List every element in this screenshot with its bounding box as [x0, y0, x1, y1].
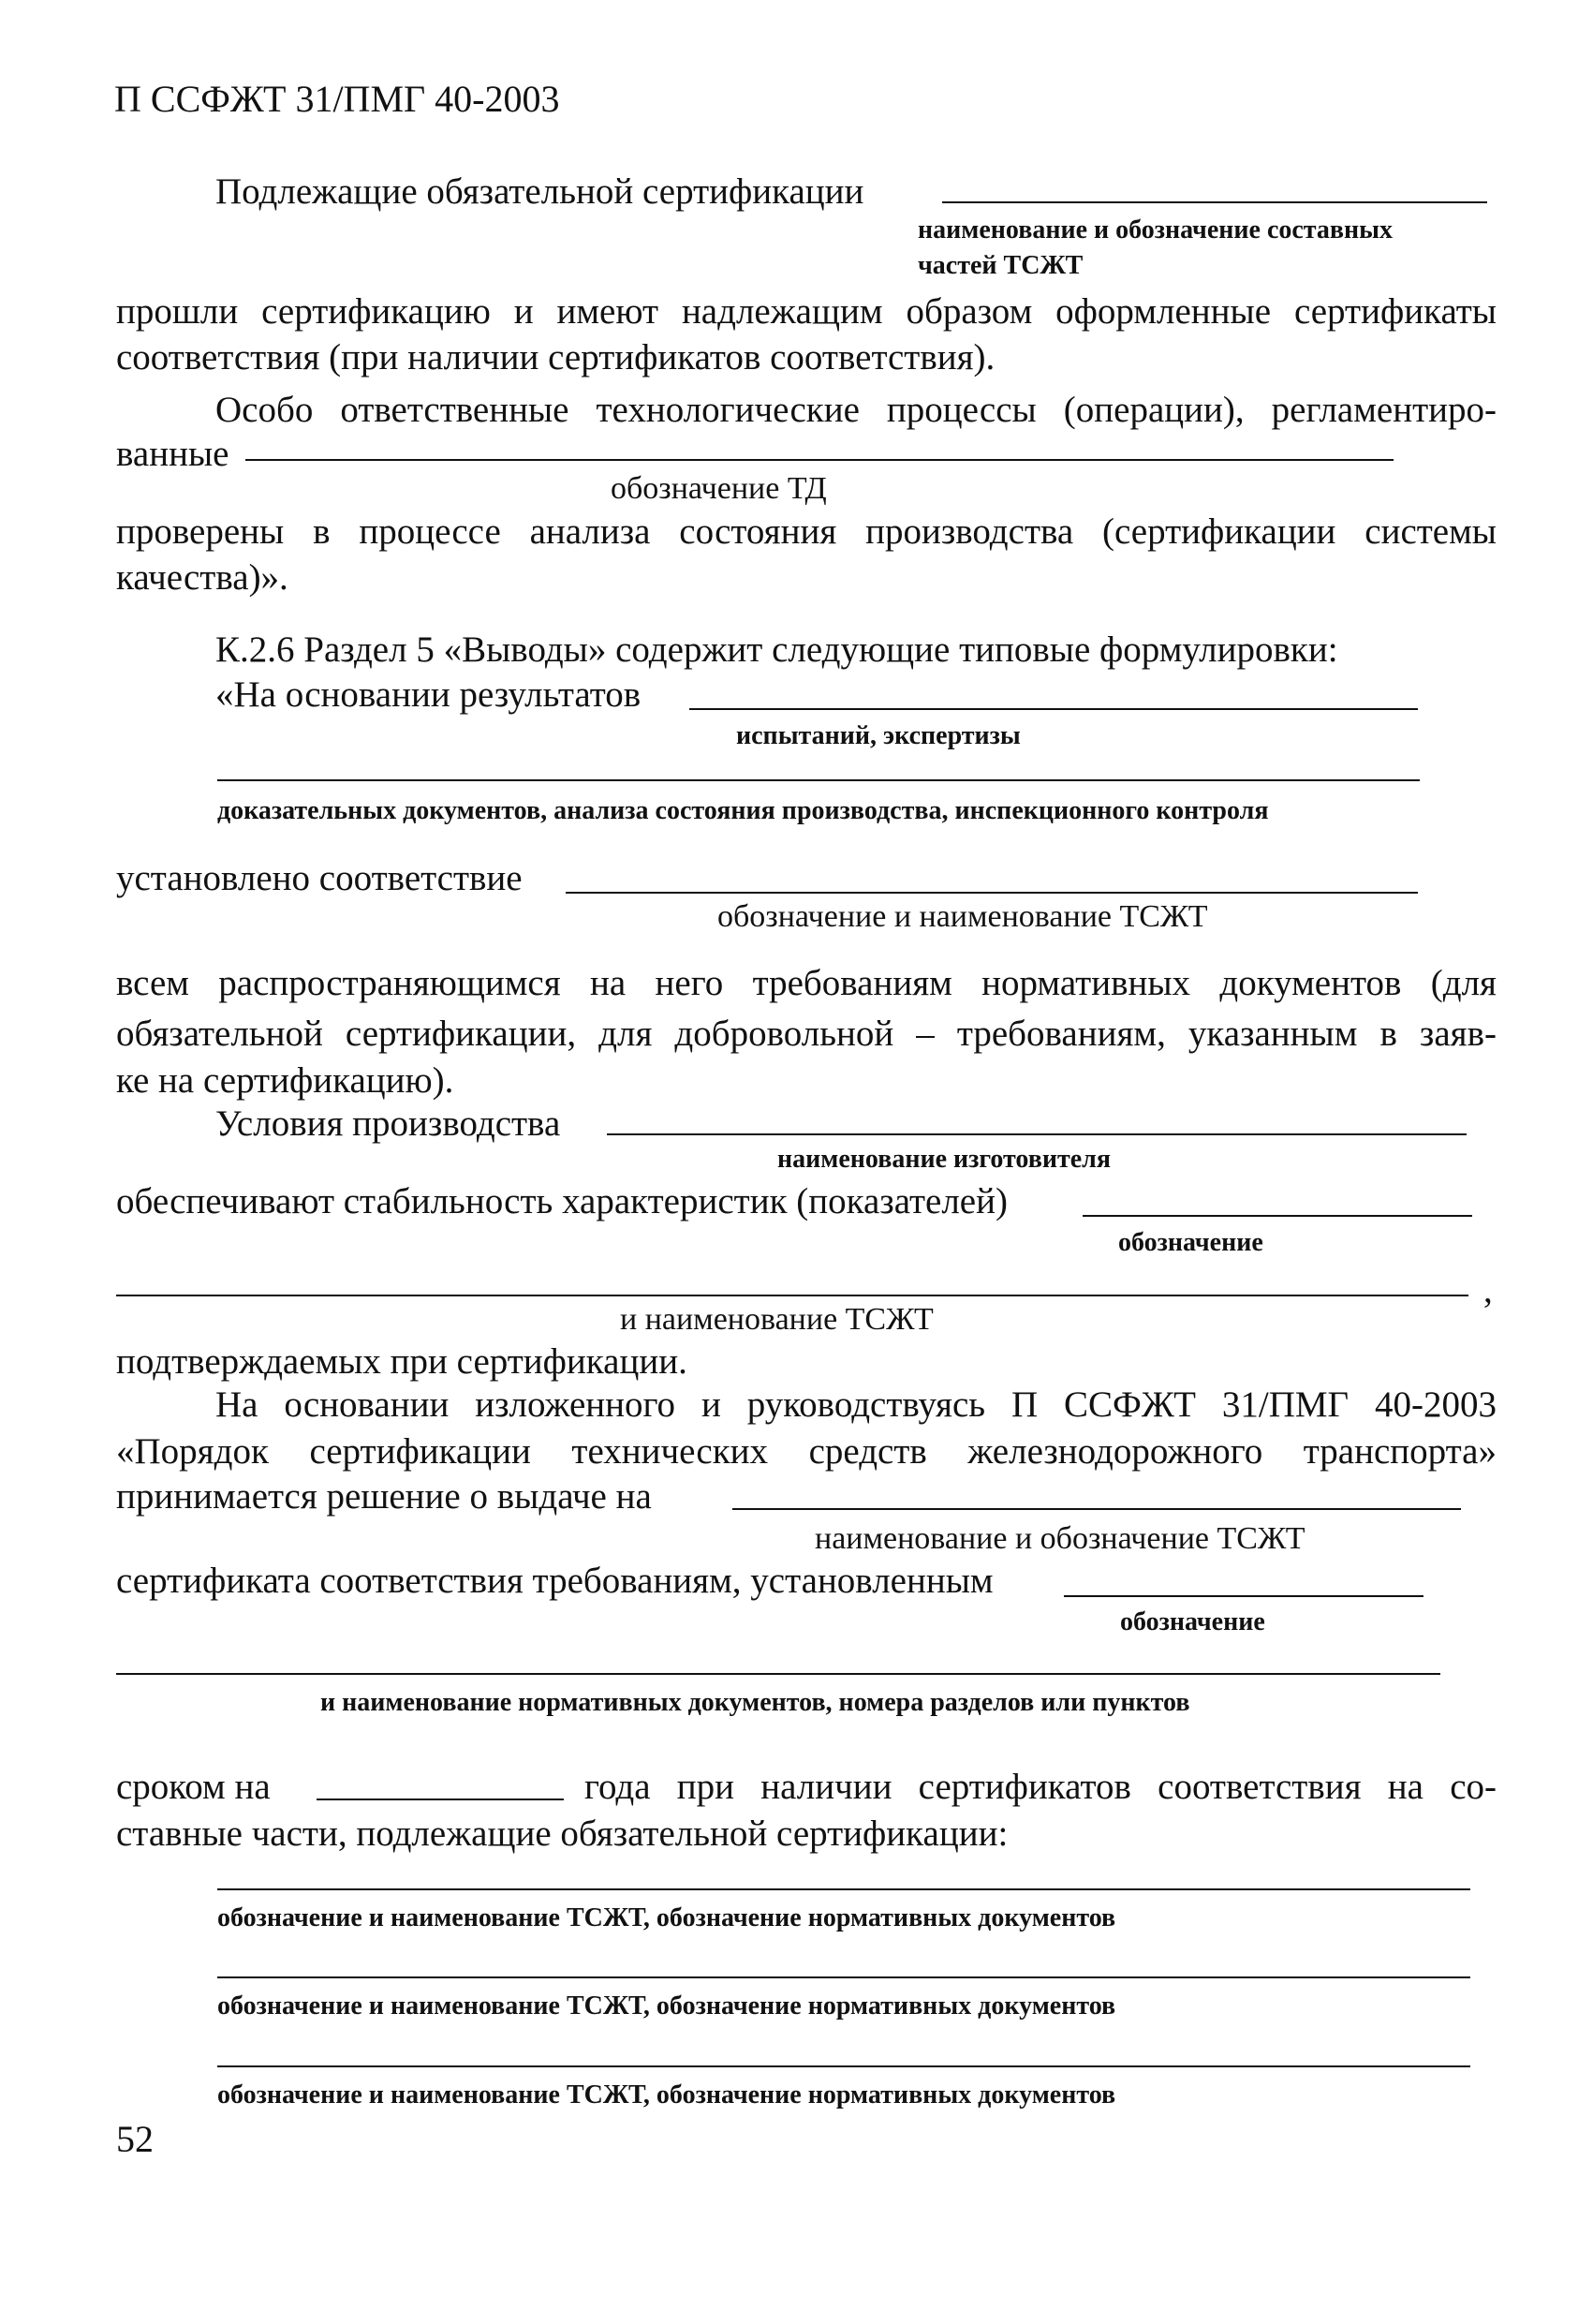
- field-caption: доказательных документов, анализа состояния производства, инспекционного контроля: [217, 796, 1269, 825]
- blank-line: [217, 1888, 1470, 1890]
- field-caption: частей ТСЖТ: [918, 251, 1084, 280]
- document-code-header: П ССФЖТ 31/ПМГ 40-2003: [114, 78, 560, 120]
- body-text-line: всем распространяющимся на него требованиям нормативных документов (для: [116, 963, 1497, 1003]
- body-text-line: проверены в процессе анализа состояния производства (сертификации системы: [116, 511, 1497, 552]
- body-text-line: Особо ответственные технологические процессы (операции), регламентиро-: [215, 390, 1497, 430]
- mandatory-certification-lead: Подлежащие обязательной сертификации: [215, 171, 864, 212]
- field-caption: обозначение: [1118, 1228, 1263, 1257]
- field-caption: наименование и обозначение ТСЖТ: [815, 1521, 1305, 1556]
- body-text-line: принимается решение о выдаче на: [116, 1476, 652, 1517]
- body-text-line: обеспечивают стабильность характеристик (показателей): [116, 1181, 1008, 1221]
- blank-line: [217, 1976, 1470, 1978]
- body-text-line: «На основании результатов: [215, 674, 642, 715]
- page-number: 52: [116, 2118, 154, 2160]
- body-text-line: «Порядок сертификации технических средств железнодорожного транспорта»: [116, 1431, 1497, 1472]
- body-text-line: ставные части, подлежащие обязательной сертификации:: [116, 1813, 1009, 1854]
- blank-line: [607, 1133, 1467, 1135]
- body-text-line: На основании изложенного и руководствуясь П ССФЖТ 31/ПМГ 40-2003: [215, 1384, 1497, 1425]
- field-caption: и наименование ТСЖТ: [620, 1302, 934, 1337]
- body-text-line: подтверждаемых при сертификации.: [116, 1341, 687, 1382]
- field-caption: обозначение: [1120, 1607, 1265, 1636]
- field-caption: наименование и обозначение составных: [918, 215, 1394, 244]
- field-caption: испытаний, экспертизы: [736, 721, 1021, 750]
- blank-line: [1083, 1215, 1472, 1217]
- body-text-line: ке на сертификацию).: [116, 1060, 454, 1101]
- body-text-line: обязательной сертификации, для добровольной – требованиям, указанным в заяв-: [116, 1014, 1497, 1054]
- field-caption: наименование изготовителя: [777, 1145, 1112, 1174]
- field-caption: обозначение и наименование ТСЖТ, обозначение нормативных документов: [217, 2080, 1116, 2109]
- term-blank-line: [317, 1799, 564, 1800]
- body-text-line: сертификата соответствия требованиям, установленным: [116, 1561, 994, 1601]
- body-text-line: соответствия (при наличии сертификатов соответствия).: [116, 337, 996, 377]
- blank-line: [116, 1673, 1440, 1675]
- body-text-line: года при наличии сертификатов соответствия на со-: [584, 1767, 1497, 1807]
- field-caption: обозначение и наименование ТСЖТ, обозначение нормативных документов: [217, 1991, 1116, 2021]
- body-text-line: Условия производства: [215, 1103, 561, 1144]
- comma: ,: [1483, 1270, 1493, 1310]
- blank-line: [942, 201, 1487, 203]
- body-text-line: прошли сертификацию и имеют надлежащим образом оформленные сертификаты: [116, 291, 1497, 332]
- blank-line: [566, 892, 1418, 894]
- field-caption: обозначение и наименование ТСЖТ, обозначение нормативных документов: [217, 1903, 1116, 1932]
- body-text-line: качества)».: [116, 557, 288, 598]
- blank-line: [689, 708, 1418, 710]
- blank-line: [732, 1508, 1461, 1510]
- blank-line: [217, 2065, 1470, 2067]
- field-caption: обозначение и наименование ТСЖТ: [717, 899, 1208, 934]
- body-text-line: ванные: [116, 434, 229, 474]
- field-caption: и наименование нормативных документов, номера разделов или пунктов: [320, 1688, 1190, 1717]
- body-text-line: установлено соответствие: [116, 858, 523, 898]
- field-caption: обозначение ТД: [611, 471, 827, 506]
- body-text-line: сроком на: [116, 1767, 271, 1807]
- blank-line: [245, 459, 1394, 461]
- blank-line: [116, 1295, 1468, 1296]
- section-heading: К.2.6 Раздел 5 «Выводы» содержит следующие типовые формулировки:: [215, 629, 1338, 670]
- blank-line: [217, 779, 1420, 781]
- blank-line: [1064, 1595, 1423, 1597]
